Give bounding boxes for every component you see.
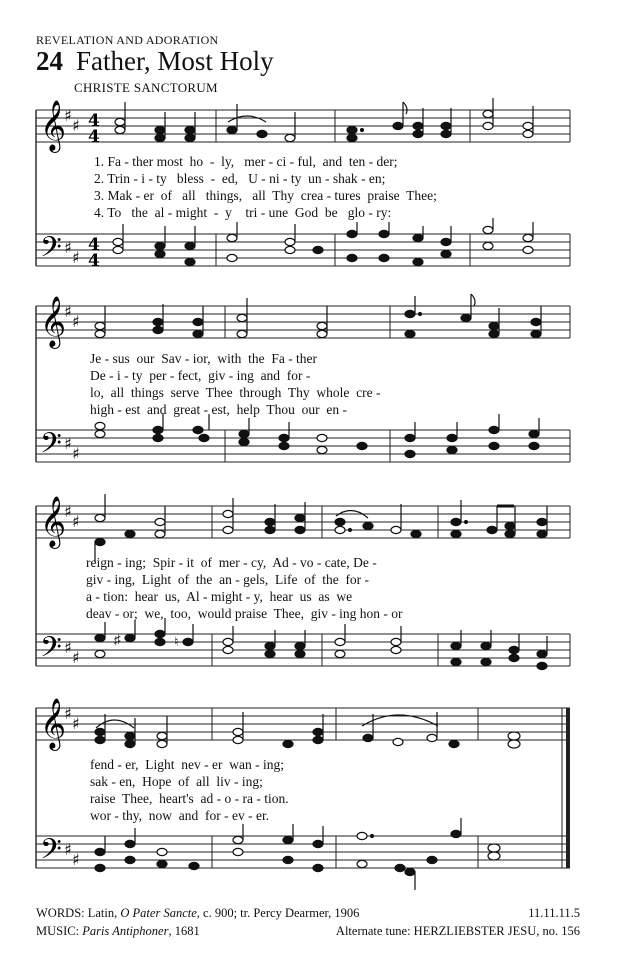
lyric-verse-1-system-2: Je - sus our Sav - ior, with the Fa - ther: [90, 351, 318, 366]
tune-name: CHRISTE SANCTORUM: [74, 80, 218, 95]
hymn-number: 24: [36, 46, 63, 76]
svg-text:♯: ♯: [64, 434, 72, 453]
svg-text:𝄢: 𝄢: [40, 427, 62, 467]
svg-text:♯: ♯: [114, 632, 121, 647]
svg-text:4: 4: [88, 235, 100, 255]
svg-text:♯: ♯: [72, 714, 80, 733]
svg-text:𝄞: 𝄞: [40, 698, 67, 749]
svg-text:4: 4: [88, 111, 100, 131]
svg-text:♯: ♯: [72, 444, 80, 463]
svg-text:♯: ♯: [72, 850, 80, 869]
section-heading: REVELATION AND ADORATION: [36, 33, 219, 47]
lyric-verse-3-system-1: 3. Mak - er of all things, all Thy crea - tures praise Thee;: [94, 188, 437, 203]
svg-text:𝄞: 𝄞: [40, 296, 67, 347]
svg-text:𝄢: 𝄢: [40, 231, 62, 271]
lyric-verse-3-system-2: lo, all things serve Thee through Thy whole cre -: [90, 385, 381, 400]
svg-text:𝄞: 𝄞: [40, 496, 67, 547]
meter: 11.11.11.5: [528, 906, 580, 920]
lyric-verse-4-system-3: deav - or; we, too, would praise Thee, giv - ing hon - or: [86, 606, 403, 621]
svg-text:♯: ♯: [64, 106, 72, 125]
svg-text:4: 4: [88, 251, 100, 271]
lyric-verse-3-system-3: a - tion: hear us, Al - might - y, hear us as we: [86, 589, 353, 604]
svg-text:♯: ♯: [64, 840, 72, 859]
lyric-verse-2-system-2: De - i - ty per - fect, giv - ing and for -: [90, 368, 311, 383]
music-credit: MUSIC: Paris Antiphoner, 1681: [36, 924, 200, 938]
lyric-verse-1-system-1: 1. Fa - ther most ho - ly, mer - ci - ful, and ten - der;: [94, 154, 398, 169]
lyric-verse-4-system-4: wor - thy, now and for - ev - er.: [90, 808, 270, 823]
svg-text:♯: ♯: [64, 502, 72, 521]
svg-text:♮: ♮: [174, 634, 179, 649]
lyric-verse-1-system-3: reign - ing; Spir - it of mer - cy, Ad - vo - cate, De -: [86, 555, 377, 570]
lyric-verse-4-system-2: high - est and great - est, help Thou our en -: [90, 402, 347, 417]
svg-text:♯: ♯: [72, 312, 80, 331]
hymn-title: Father, Most Holy: [76, 46, 274, 76]
svg-text:♯: ♯: [64, 302, 72, 321]
lyric-verse-2-system-1: 2. Trin - i - ty bless - ed, U - ni - ty un - shak - en;: [94, 171, 386, 186]
lyric-verse-4-system-1: 4. To the al - might - y tri - une God be glo - ry:: [94, 205, 392, 220]
svg-text:♯: ♯: [64, 238, 72, 257]
svg-text:𝄞: 𝄞: [40, 100, 67, 151]
svg-text:𝄢: 𝄢: [40, 631, 62, 671]
svg-text:4: 4: [88, 127, 100, 147]
alternate-tune: Alternate tune: HERZLIEBSTER JESU, no. 156: [335, 924, 580, 938]
lyric-verse-1-system-4: fend - er, Light nev - er wan - ing;: [90, 757, 285, 772]
svg-text:♯: ♯: [72, 648, 80, 667]
svg-text:♯: ♯: [72, 116, 80, 135]
svg-text:𝄢: 𝄢: [40, 833, 62, 873]
lyric-verse-2-system-4: sak - en, Hope of all liv - ing;: [90, 774, 263, 789]
words-credit: WORDS: Latin, O Pater Sancte, c. 900; tr. Percy Dearmer, 1906: [36, 906, 360, 920]
svg-text:♯: ♯: [72, 248, 80, 267]
lyric-verse-3-system-4: raise Thee, heart's ad - o - ra - tion.: [90, 791, 289, 806]
svg-text:♯: ♯: [64, 704, 72, 723]
svg-text:♯: ♯: [64, 638, 72, 657]
lyric-verse-2-system-3: giv - ing, Light of the an - gels, Life of the for -: [86, 572, 370, 587]
svg-text:♯: ♯: [72, 512, 80, 531]
